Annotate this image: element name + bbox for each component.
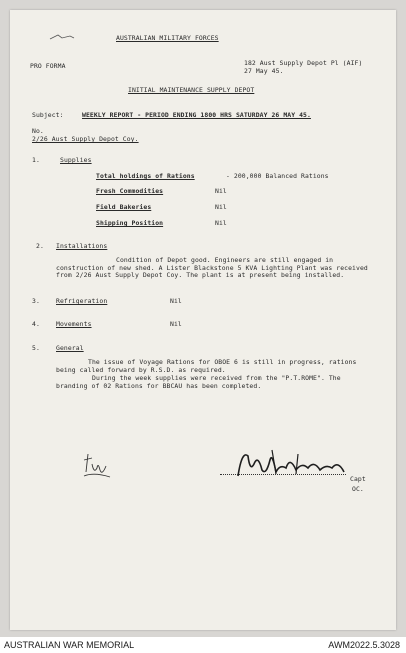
section-4-number: 4. — [32, 320, 40, 328]
supply-item-label: Fresh Commodities — [96, 187, 164, 195]
archive-name: AUSTRALIAN WAR MEMORIAL — [4, 640, 135, 650]
document-page — [10, 10, 396, 630]
signature-dotted-line — [220, 474, 346, 475]
signature-title: Capt — [350, 475, 366, 483]
refrigeration-value: Nil — [170, 297, 182, 305]
commander-signature-icon — [232, 446, 352, 482]
section-5-title: General — [56, 344, 84, 352]
supply-item-label: Total holdings of Rations — [96, 172, 195, 180]
document-heading: AUSTRALIAN MILITARY FORCES — [116, 34, 219, 42]
general-paragraph-1: The issue of Voyage Rations for OBOE 6 is still in progress, rations being called forward by R.S.D. as required. — [56, 358, 357, 374]
supply-item-value: Nil — [215, 203, 227, 211]
general-paragraph-2: During the week supplies were received from the "P.T.ROME". The branding of 02 Rations for BBCAU has been completed. — [56, 374, 341, 390]
subject-text: WEEKLY REPORT - PERIOD ENDING 1800 HRS SATURDAY 26 MAY 45. — [82, 111, 311, 119]
section-1-title: Supplies — [60, 156, 92, 164]
section-4-title: Movements — [56, 320, 92, 328]
to-unit: 2/26 Aust Supply Depot Coy. — [32, 135, 139, 143]
initials-signature-icon — [80, 450, 114, 480]
pro-forma-label: PRO FORMA — [30, 62, 66, 70]
section-2-title: Installations — [56, 242, 108, 250]
subject-label: Subject: — [32, 111, 64, 119]
document-title: INITIAL MAINTENANCE SUPPLY DEPOT — [128, 86, 255, 94]
archive-footer — [0, 637, 406, 653]
supply-item-value: Nil — [215, 187, 227, 195]
supply-item-label: Field Bakeries — [96, 203, 152, 211]
installations-paragraph: Condition of Depot good. Engineers are still engaged in construction of new shed. A Lister Blackstone 5 KVA Lighting Plant was received from 2/26 Aust Supply Depot Coy. The plant is at present being installed. — [56, 256, 368, 280]
supply-item-value: Nil — [215, 219, 227, 227]
section-5-number: 5. — [32, 344, 40, 352]
section-3-title: Refrigeration — [56, 297, 108, 305]
document-date: 27 May 45. — [244, 67, 284, 75]
archive-reference: AWM2022.5.3028 — [328, 640, 400, 650]
to-label: No. — [32, 127, 44, 135]
supply-item-label: Shipping Position — [96, 219, 164, 227]
movements-value: Nil — [170, 320, 182, 328]
section-2-number: 2. — [36, 242, 44, 250]
section-3-number: 3. — [32, 297, 40, 305]
unit-line: 182 Aust Supply Depot Pl (AIF) — [244, 59, 363, 67]
pencil-mark-icon — [48, 32, 76, 42]
signature-role: OC. — [352, 485, 364, 493]
supply-item-value: - 200,000 Balanced Rations — [226, 172, 329, 180]
section-1-number: 1. — [32, 156, 40, 164]
